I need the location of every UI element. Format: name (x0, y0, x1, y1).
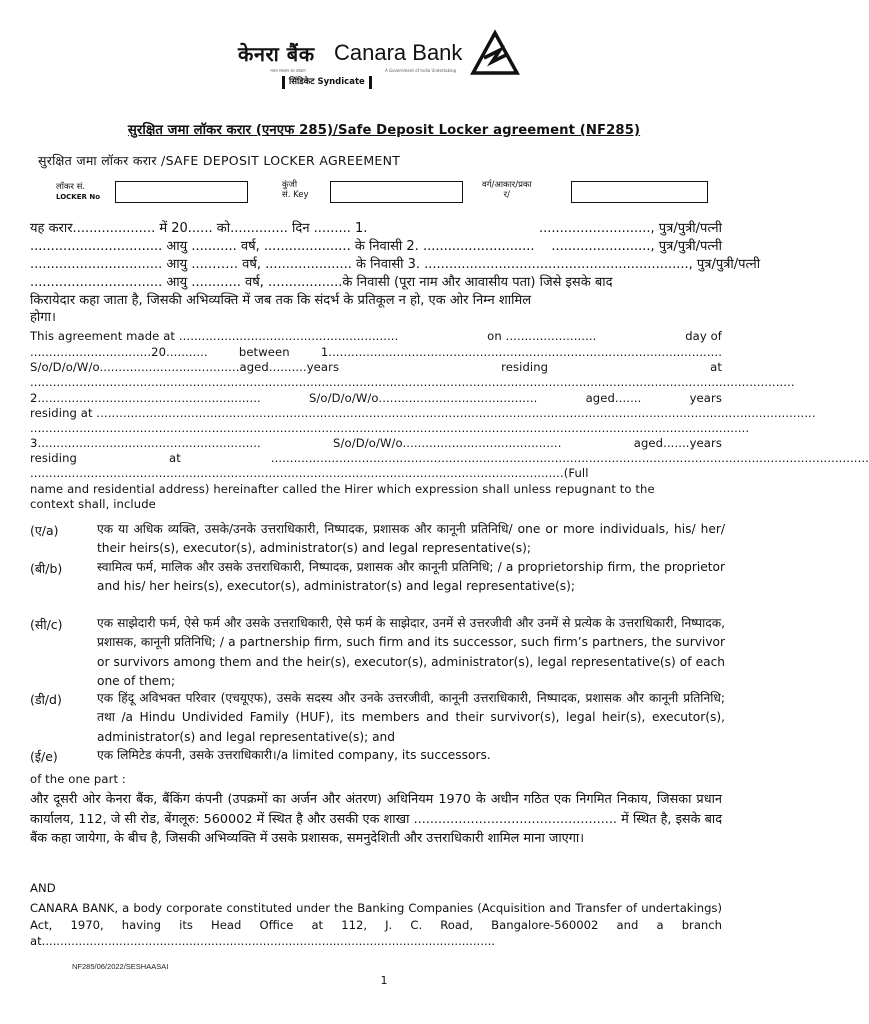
english-intro-line-4: .......................................................................................................................................................................................................... (30, 375, 795, 389)
locker-no-label: लॉकर सं. LOCKER No (56, 182, 100, 201)
clause-a-text: एक या अधिक व्यक्ति, उसके/उनके उत्तराधिकारी, निष्पादक, प्रशासक और कानूनी प्रतिनिधि/ one or more individuals, his/ her/ their heirs(s), executor(s), administrator(s) and legal representative(s); (97, 522, 725, 556)
english-intro-line-2: ................................20........... between 1........................................................................................................ (30, 345, 722, 359)
hindi-intro-line-2: ................................ आयु ........... वर्ष, ..................... के निवासी 2. ........................... ........................, पुत्र/पुत्री/पत्नी (30, 239, 722, 254)
clause-c-text: एक साझेदारी फर्म, ऐसे फर्म और उसके उत्तराधिकारी, ऐसे फर्म के साझेदार, उनमें से उत्तरजीवी और उनमें से प्रत्येक के उत्तराधिकारी, निष्पादक, प्रशासक, कानूनी प्रतिनिधि; / a partnership firm, such firm and its successor, such firm’s partners, the survivor or survivors among them and the heir(s), executor(s), administrator(s), legal representative(s) of each one of them; (97, 616, 725, 689)
class-size-type-field[interactable] (571, 181, 708, 203)
hindi-intro-line-1: यह करार.................... में 20...... को.............. दिन ......... 1. ..........................., पुत्र/पुत्री/पत्नी (30, 221, 722, 236)
class-size-type-label: वर्ग/आकार/प्रका र/ (482, 180, 532, 200)
english-intro-line-12: context shall, include (30, 497, 156, 511)
clause-c-prefix: (सी/c) (30, 617, 63, 632)
english-intro-line-9: residing at .............................................................................................................................................................. (30, 451, 869, 465)
clause-d-text: एक हिंदू अविभक्त परिवार (एचयूएफ), उसके सदस्य और उनके उत्तरजीवी, कानूनी उत्तराधिकारी, निष्पादक, प्रशासक और कानूनी प्रतिनिधि; तथा /a Hindu Undivided Family (HUF), its members and their survivor(s), legal heir(s), executor(s), administrator(s) and legal representative(s); and (97, 691, 725, 744)
tagline-hindi: भारत सरकार का उपक्रम (270, 68, 306, 73)
english-intro-line-7: .............................................................................................................................................................................................. (30, 421, 750, 435)
english-intro-line-5: 2........................................................... S/o/D/o/W/o.......................................... aged....... years (30, 391, 722, 405)
hindi-intro-line-4: ................................ आयु ............ वर्ष, ..................के निवासी (पूरा नाम और आवासीय पता) जिसे इसके बाद (30, 275, 613, 290)
of-one-part: of the one part : (30, 772, 126, 786)
bank-party-hindi: और दूसरी ओर केनरा बैंक, बैंकिंग कंपनी (उपक्रमों का अर्जन और अंतरण) अधिनियम 1970 के अधीन गठित एक निगमित निकाय, जिसका प्रधान कार्यालय, 112, जे सी रोड, बेंगलूरु: 560002 में स्थित है और उसकी एक शाखा .................................................. में स्थित है, इसके बाद बैंक कहा जायेगा, के बीच है, जिसकी अभिव्यक्ति में उसके प्रशासक, समनुदेशिती और उत्तराधिकारी शामिल माना जाएगा। (30, 792, 722, 847)
english-intro-line-3: S/o/D/o/W/o.....................................aged..........years residing at (30, 360, 722, 374)
tagline-english: A Government of India Undertaking (385, 68, 457, 73)
clause-e-prefix: (ई/e) (30, 749, 58, 764)
english-intro-line-10: .............................................................................................................................................(Full (30, 466, 589, 480)
bank-party-english: CANARA BANK, a body corporate constituted under the Banking Companies (Acquisition and Transfer of undertakings) Act, 1970, having its Head Office at 112, J. C. Road, Bangalore-560002 and a branch at........................................................................................................................... (30, 901, 722, 948)
clause-a-prefix: (ए/a) (30, 523, 59, 538)
english-intro-line-1: This agreement made at .......................................................... on ........................ day of (30, 329, 722, 343)
brand-name-english: Canara Bank (334, 40, 463, 65)
locker-no-field[interactable] (115, 181, 248, 203)
hindi-intro-line-5: किरायेदार कहा जाता है, जिसकी अभिव्यक्ति में जब तक कि संदर्भ के प्रतिकूल न हो, एक ओर निम्न शामिल (30, 293, 532, 308)
hindi-intro-line-6: होगा। (30, 310, 56, 325)
and-label: AND (30, 881, 56, 895)
brand-name-hindi: केनरा बैंक (238, 42, 315, 66)
clause-b-prefix: (बी/b) (30, 561, 63, 576)
page-title: सुरक्षित जमा लॉकर करार (एनएफ 285)/Safe Deposit Locker agreement (NF285) (127, 123, 641, 138)
english-intro-line-6: residing at .............................................................................................................................................................................................. (30, 406, 816, 420)
english-intro-line-11: name and residential address) hereinafter called the Hirer which expression shall unless repugnant to the (30, 482, 655, 496)
page-number: 1 (380, 974, 388, 987)
form-subtitle: सुरक्षित जमा लॉकर करार /SAFE DEPOSIT LOCKER AGREEMENT (38, 153, 401, 168)
english-intro-line-8: 3........................................................... S/o/D/o/W/o.......................................... aged.......years (30, 436, 722, 450)
hindi-intro-line-3: ................................ आयु ....……. वर्ष, ..................... के निवासी 3. .......................................... ......................, पुत्र/पुत्री/पत्नी (30, 257, 761, 272)
form-code: NF285/06/2022/SESHAASAI (72, 962, 169, 971)
syndicate-badge: सिंडिकेट Syndicate (282, 76, 372, 89)
clause-b-text: स्वामित्व फर्म, मालिक और उसके उत्तराधिकारी, निष्पादक, प्रशासक और कानूनी प्रतिनिधि; / a proprietorship firm, the proprietor and his/ her heirs(s), executor(s), administrator(s) and legal representative(s); (97, 560, 725, 594)
canara-bank-logo-icon (470, 30, 520, 76)
key-no-field[interactable] (330, 181, 463, 203)
key-no-label: कुंजी सं. Key (282, 180, 309, 200)
clause-e-text: एक लिमिटेड कंपनी, उसके उत्तराधिकारी।/a limited company, its successors. (97, 748, 491, 762)
clause-d-prefix: (डी/d) (30, 692, 62, 707)
